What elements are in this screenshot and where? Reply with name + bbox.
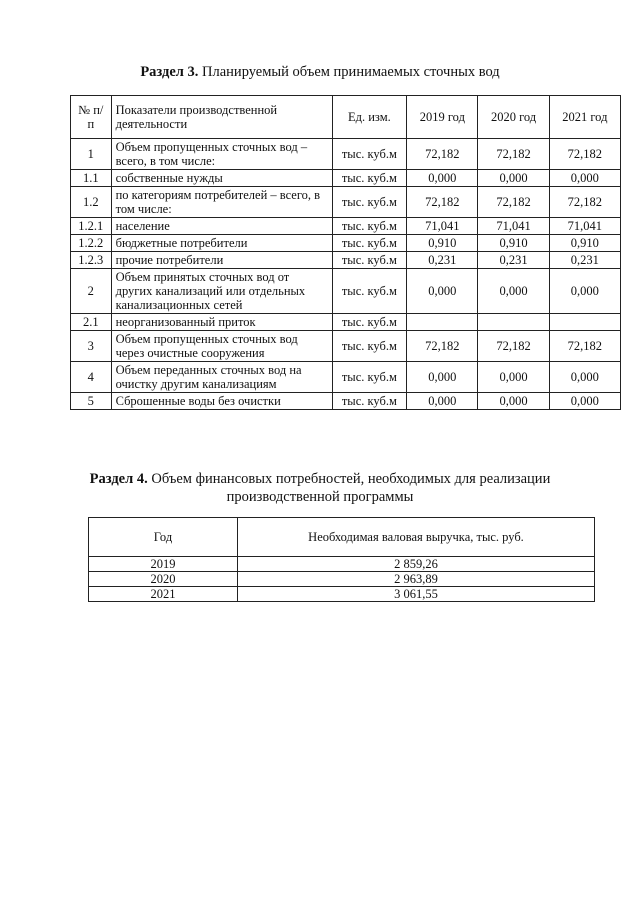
row-num: 1.1: [71, 170, 112, 187]
row-name: неорганизованный приток: [111, 314, 332, 331]
section3-table: [70, 95, 621, 410]
table-row: [71, 314, 621, 331]
header-revenue: Необходимая валовая выручка, тыс. руб.: [238, 518, 595, 557]
row-num: 1.2: [71, 187, 112, 218]
section4-table: [88, 517, 595, 602]
row-num: 4: [71, 362, 112, 393]
row-2021: 72,182: [549, 331, 620, 362]
header-num: № п/п: [71, 96, 112, 139]
row-unit: тыс. куб.м: [332, 235, 407, 252]
row-name: Объем пропущенных сточных вод через очистные сооружения: [111, 331, 332, 362]
row-name: население: [111, 218, 332, 235]
section4-title-line1: Объем финансовых потребностей, необходимых для реализации: [151, 471, 551, 487]
row-2020: 0,000: [478, 393, 549, 410]
header-2020: 2020 год: [478, 96, 549, 139]
row-num: 1.2.2: [71, 235, 112, 252]
table-row: [89, 572, 595, 587]
table-row: [71, 235, 621, 252]
row-2019: 0,000: [407, 393, 478, 410]
row-2020: 0,000: [478, 269, 549, 314]
row-2019: 72,182: [407, 187, 478, 218]
row-name: Объем принятых сточных вод от других канализаций или отдельных канализационных сетей: [111, 269, 332, 314]
row-num: 1.2.1: [71, 218, 112, 235]
row-name: по категориям потребителей – всего, в том числе:: [111, 187, 332, 218]
row-revenue: 2 963,89: [238, 572, 595, 587]
section4-label: Раздел 4.: [89, 471, 148, 487]
row-year: 2020: [89, 572, 238, 587]
table-row: [89, 587, 595, 602]
row-2020: 72,182: [478, 139, 549, 170]
row-2019: 72,182: [407, 331, 478, 362]
table-header-row: [71, 96, 621, 139]
row-unit: тыс. куб.м: [332, 331, 407, 362]
row-name: прочие потребители: [111, 252, 332, 269]
header-2019: 2019 год: [407, 96, 478, 139]
row-2021: 0,910: [549, 235, 620, 252]
row-unit: тыс. куб.м: [332, 269, 407, 314]
row-unit: тыс. куб.м: [332, 314, 407, 331]
section4-title-line2: производственной программы: [226, 489, 414, 505]
row-unit: тыс. куб.м: [332, 139, 407, 170]
row-2019: 0,000: [407, 362, 478, 393]
row-2020: 72,182: [478, 187, 549, 218]
row-name: бюджетные потребители: [111, 235, 332, 252]
row-2021: [549, 314, 620, 331]
row-2019: 0,000: [407, 269, 478, 314]
row-2021: 0,000: [549, 269, 620, 314]
row-name: Объем переданных сточных вод на очистку другим канализациям: [111, 362, 332, 393]
header-year: Год: [89, 518, 238, 557]
row-unit: тыс. куб.м: [332, 393, 407, 410]
row-revenue: 2 859,26: [238, 557, 595, 572]
row-2021: 0,000: [549, 170, 620, 187]
row-2020: 0,231: [478, 252, 549, 269]
row-2020: 71,041: [478, 218, 549, 235]
row-year: 2021: [89, 587, 238, 602]
row-num: 1.2.3: [71, 252, 112, 269]
table-row: [71, 362, 621, 393]
row-unit: тыс. куб.м: [332, 187, 407, 218]
row-name: Объем пропущенных сточных вод – всего, в том числе:: [111, 139, 332, 170]
table-row: [71, 170, 621, 187]
row-num: 5: [71, 393, 112, 410]
table-row: [71, 252, 621, 269]
row-num: 3: [71, 331, 112, 362]
row-name: собственные нужды: [111, 170, 332, 187]
table-row: [71, 331, 621, 362]
table-header-row: [89, 518, 595, 557]
row-unit: тыс. куб.м: [332, 170, 407, 187]
row-2019: 0,231: [407, 252, 478, 269]
header-2021: 2021 год: [549, 96, 620, 139]
row-num: 2.1: [71, 314, 112, 331]
section3-title: Планируемый объем принимаемых сточных вод: [202, 64, 500, 80]
table-row: [71, 218, 621, 235]
row-2021: 0,231: [549, 252, 620, 269]
row-2019: 0,910: [407, 235, 478, 252]
row-2019: 0,000: [407, 170, 478, 187]
section3-heading: [0, 63, 640, 81]
row-2021: 72,182: [549, 187, 620, 218]
table-row: [71, 269, 621, 314]
table-row: [71, 139, 621, 170]
row-num: 1: [71, 139, 112, 170]
row-2020: 0,000: [478, 362, 549, 393]
table-row: [71, 187, 621, 218]
row-2019: [407, 314, 478, 331]
row-2019: 71,041: [407, 218, 478, 235]
row-2021: 71,041: [549, 218, 620, 235]
row-2020: 0,910: [478, 235, 549, 252]
row-2020: [478, 314, 549, 331]
row-name: Сброшенные воды без очистки: [111, 393, 332, 410]
row-unit: тыс. куб.м: [332, 362, 407, 393]
table-row: [89, 557, 595, 572]
section4-heading: [0, 470, 640, 506]
row-revenue: 3 061,55: [238, 587, 595, 602]
table-row: [71, 393, 621, 410]
row-2020: 0,000: [478, 170, 549, 187]
row-2021: 0,000: [549, 393, 620, 410]
row-2021: 0,000: [549, 362, 620, 393]
row-unit: тыс. куб.м: [332, 252, 407, 269]
row-year: 2019: [89, 557, 238, 572]
section3-label: Раздел 3.: [140, 64, 199, 80]
header-unit: Ед. изм.: [332, 96, 407, 139]
row-num: 2: [71, 269, 112, 314]
header-name: Показатели производственной деятельности: [111, 96, 332, 139]
row-unit: тыс. куб.м: [332, 218, 407, 235]
row-2019: 72,182: [407, 139, 478, 170]
row-2021: 72,182: [549, 139, 620, 170]
row-2020: 72,182: [478, 331, 549, 362]
